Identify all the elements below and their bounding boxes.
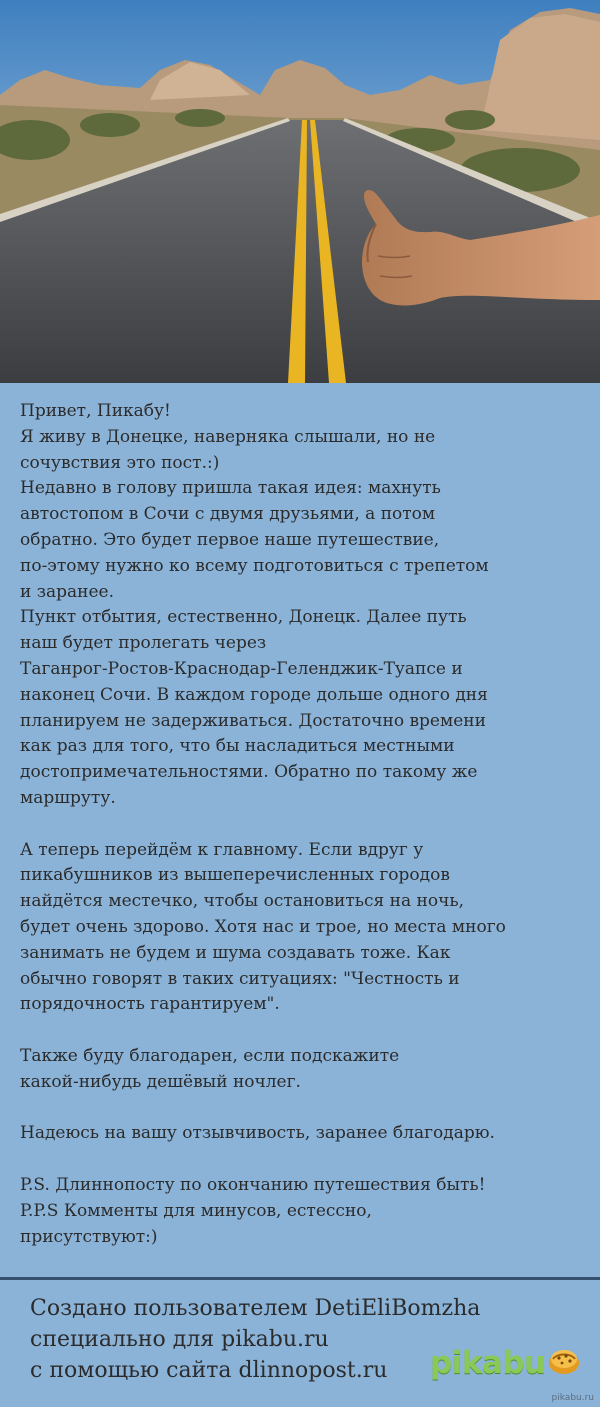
pikabu-logo: [430, 1345, 581, 1381]
text-line: Я живу в Донецке, наверняка слышали, но не: [20, 426, 436, 447]
text-line: Таганрог-Ростов-Краснодар-Геленджик-Туапсе и: [20, 658, 463, 679]
footer-author-line: Создано пользователем DetiEliBomzha: [30, 1296, 481, 1321]
text-line: обратно. Это будет первое наше путешествие,: [20, 529, 440, 550]
text-line: P.S. Длиннопосту по окончанию путешествия быть!: [20, 1174, 486, 1195]
post-body: [20, 399, 585, 1250]
watermark-text: pikabu.ru: [551, 1393, 594, 1403]
footer-tool-line: с помощью сайта dlinnopost.ru: [30, 1358, 388, 1383]
paragraph-postscript: [20, 1173, 585, 1250]
text-line: Привет, Пикабу!: [20, 401, 171, 421]
text-line: маршруту.: [20, 787, 116, 808]
paragraph-lodging: [20, 1044, 585, 1096]
text-line: Пункт отбытия, естественно, Донецк. Далее путь: [20, 607, 467, 628]
text-line: наконец Сочи. В каждом городе дольше одного дня: [20, 684, 488, 705]
logo-text: pikabu: [430, 1345, 546, 1381]
text-line: присутствуют:): [20, 1226, 158, 1247]
text-line: порядочность гарантируем".: [20, 994, 280, 1015]
text-line: Надеюсь на вашу отзывчивость, заранее благодарю.: [20, 1123, 495, 1144]
text-line: наш будет пролегать через: [20, 633, 267, 654]
cookie-icon: [547, 1343, 581, 1377]
text-line: пикабушников из вышеперечисленных городов: [20, 865, 450, 886]
text-line: достопримечательностями. Обратно по такому же: [20, 762, 478, 783]
text-line: обычно говорят в таких ситуациях: "Честность и: [20, 968, 460, 989]
text-line: какой-нибудь дешёвый ночлег.: [20, 1071, 301, 1092]
text-line: Также буду благодарен, если подскажите: [20, 1045, 400, 1066]
text-line: по-этому нужно ко всему подготовиться с трепетом: [20, 555, 489, 576]
text-line: найдётся местечко, чтобы остановиться на ночь,: [20, 891, 465, 912]
text-line: и заранее.: [20, 581, 115, 602]
paragraph-intro: [20, 399, 585, 812]
text-line: планируем не задерживаться. Достаточно времени: [20, 710, 486, 731]
text-line: А теперь перейдём к главному. Если вдруг у: [20, 839, 424, 860]
text-line: будет очень здорово. Хотя нас и трое, но места много: [20, 916, 506, 937]
footer-credits: [30, 1293, 481, 1386]
footer-site-line: специально для pikabu.ru: [30, 1327, 329, 1352]
text-line: как раз для того, что бы насладиться местными: [20, 736, 455, 757]
text-line: сочувствия это пост.:): [20, 452, 220, 473]
hero-road-image: [0, 0, 600, 383]
text-line: автостопом в Сочи с двумя друзьями, а потом: [20, 504, 436, 525]
text-line: P.P.S Комменты для минусов, естессно,: [20, 1200, 372, 1221]
text-line: Недавно в голову пришла такая идея: махнуть: [20, 478, 441, 499]
text-line: занимать не будем и шума создавать тоже. Как: [20, 942, 451, 963]
paragraph-thanks: [20, 1121, 585, 1147]
paragraph-request: [20, 838, 585, 1019]
footer-divider: [0, 1277, 600, 1280]
